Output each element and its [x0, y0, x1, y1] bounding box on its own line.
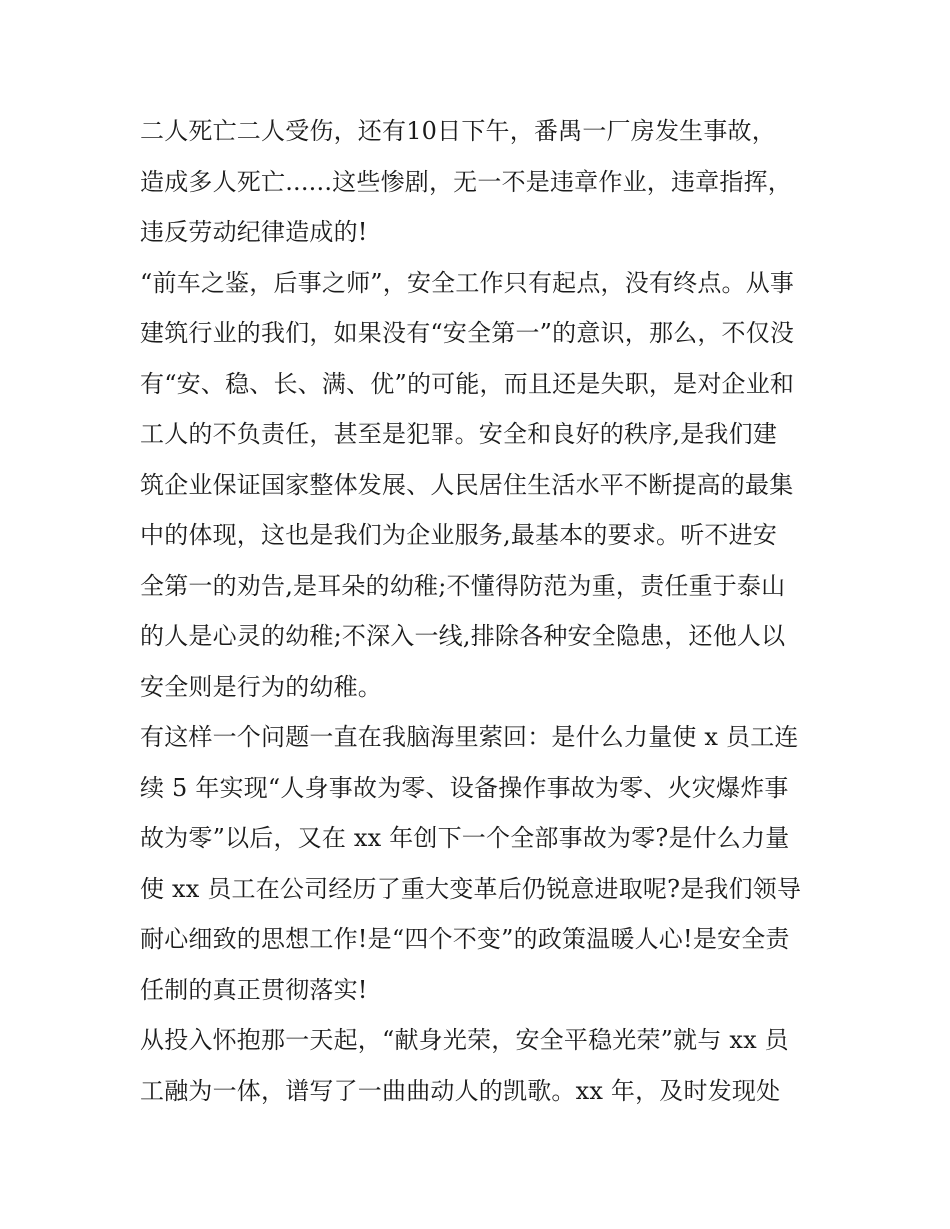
text-line: 任制的真正贯彻落实! [140, 975, 368, 1004]
document-body [140, 106, 820, 1116]
text-line: 工人的不负责任，甚至是犯罪。安全和良好的秩序,是我们建 [140, 420, 778, 448]
text-line: 的人是心灵的幼稚;不深入一线,排除各种安全隐患，还他人以 [140, 622, 786, 650]
text-line: 二人死亡二人受伤，还有10日下午，番禺一厂房发生事故， [140, 117, 776, 145]
text-line: 工融为一体，谱写了一曲曲动人的凯歌。xx 年，及时发现处 [140, 1076, 781, 1105]
text-line: 从投入怀抱那一天起，“献身光荣，安全平稳光荣”就与 xx 员 [140, 1026, 789, 1054]
text-line: 造成多人死亡......这些惨剧，无一不是违章作业，违章指挥， [140, 167, 792, 196]
text-line: 使 xx 员工在公司经历了重大变革后仍锐意进取呢?是我们领导 [140, 874, 802, 903]
text-line: “前车之鉴，后事之师”，安全工作只有起点，没有终点。从事 [140, 268, 795, 297]
text-line: 耐心细致的思想工作!是“四个不变”的政策温暖人心!是安全责 [140, 925, 790, 953]
text-line: 全第一的劝告,是耳朵的幼稚;不懂得防范为重，责任重于泰山 [140, 571, 786, 600]
text-line: 建筑行业的我们，如果没有“安全第一”的意识，那么，不仅没 [140, 319, 795, 347]
text-line: 违反劳动纪律造成的! [140, 218, 368, 246]
text-line: 故为零”以后，又在 xx 年创下一个全部事故为零?是什么力量 [140, 824, 790, 852]
text-line: 续 5 年实现“人身事故为零、设备操作事故为零、火灾爆炸事 [140, 773, 789, 802]
text-line: 筑企业保证国家整体发展、人民居住生活水平不断提高的最集 [140, 470, 794, 499]
text-line: 有这样一个问题一直在我脑海里萦回：是什么力量使 x 员工连 [140, 723, 799, 751]
text-line: 安全则是行为的幼稚。 [140, 672, 382, 701]
text-line: 有“安、稳、长、满、优”的可能，而且还是失职，是对企业和 [140, 369, 795, 398]
text-line: 中的体现，这也是我们为企业服务,最基本的要求。听不进安 [140, 521, 778, 549]
